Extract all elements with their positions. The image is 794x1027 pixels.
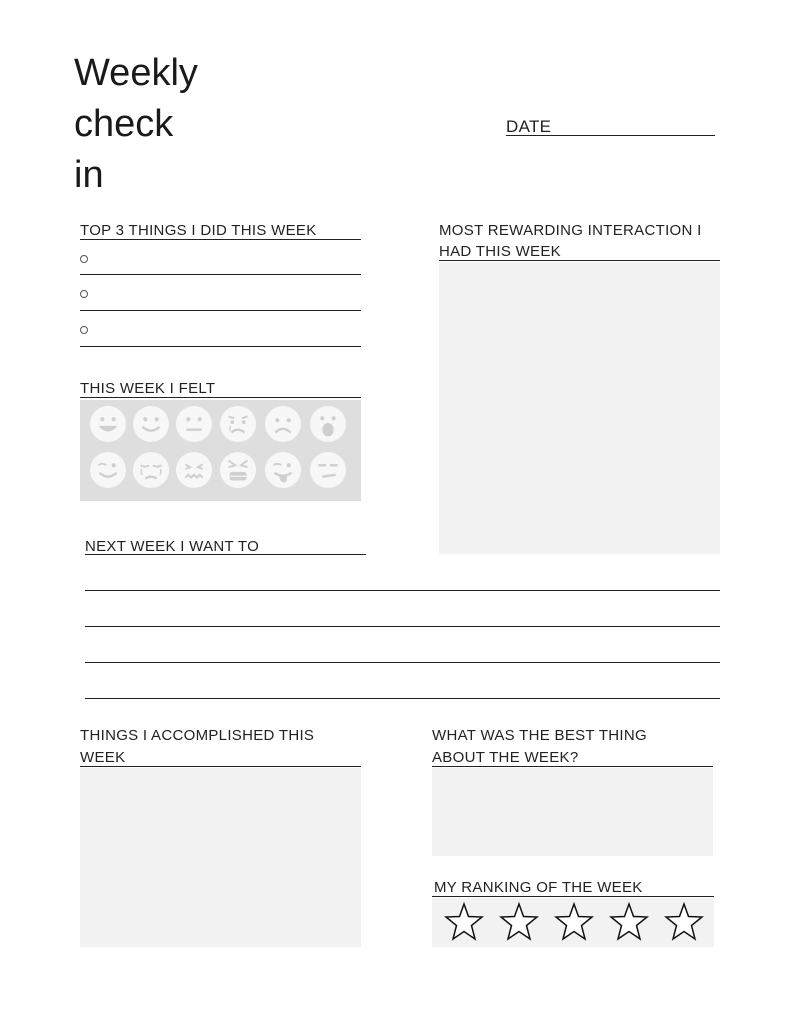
- star-3-icon[interactable]: [554, 902, 594, 942]
- accomplished-heading-rule: [80, 766, 361, 767]
- next-week-line-3[interactable]: [85, 662, 720, 663]
- title-line-3: in: [74, 154, 104, 196]
- frowning-face-icon[interactable]: [264, 405, 302, 443]
- best-thing-box[interactable]: [432, 768, 713, 856]
- best-thing-heading-line-2: ABOUT THE WEEK?: [432, 749, 579, 766]
- page-title: [74, 48, 198, 201]
- circle-bullet-icon[interactable]: [80, 326, 88, 334]
- ranking-heading-rule: [432, 896, 714, 897]
- rewarding-heading-rule: [439, 260, 720, 261]
- ranking-heading: MY RANKING OF THE WEEK: [434, 879, 643, 896]
- top3-heading-rule: [80, 239, 361, 240]
- smiling-face-icon[interactable]: [132, 405, 170, 443]
- star-1-icon[interactable]: [444, 902, 484, 942]
- top3-line-1[interactable]: [80, 274, 361, 275]
- accomplished-box[interactable]: [80, 768, 361, 947]
- date-label: DATE: [506, 117, 552, 136]
- best-thing-heading-line-1: WHAT WAS THE BEST THING: [432, 727, 647, 744]
- next-week-line-1[interactable]: [85, 590, 720, 591]
- accomplished-heading-line-2: WEEK: [80, 749, 126, 766]
- crying-face-icon[interactable]: [132, 451, 170, 489]
- grimacing-face-icon[interactable]: [219, 451, 257, 489]
- title-line-2: check: [74, 103, 174, 145]
- next-week-heading: NEXT WEEK I WANT TO: [85, 538, 260, 555]
- smirking-face-icon[interactable]: [309, 451, 347, 489]
- top3-heading: TOP 3 THINGS I DID THIS WEEK: [80, 222, 317, 239]
- felt-heading: THIS WEEK I FELT: [80, 380, 216, 397]
- grinning-face-icon[interactable]: [89, 405, 127, 443]
- top3-line-3[interactable]: [80, 346, 361, 347]
- rewarding-interaction-box[interactable]: [439, 262, 720, 554]
- star-4-icon[interactable]: [609, 902, 649, 942]
- top3-line-2[interactable]: [80, 310, 361, 311]
- next-week-line-4[interactable]: [85, 698, 720, 699]
- circle-bullet-icon[interactable]: [80, 255, 88, 263]
- worried-face-icon[interactable]: [219, 405, 257, 443]
- neutral-face-icon[interactable]: [175, 405, 213, 443]
- astonished-face-icon[interactable]: [309, 405, 347, 443]
- date-field[interactable]: [506, 135, 715, 136]
- circle-bullet-icon[interactable]: [80, 290, 88, 298]
- title-line-1: Weekly: [74, 52, 198, 94]
- best-thing-heading-rule: [432, 766, 713, 767]
- tongue-out-face-icon[interactable]: [264, 451, 302, 489]
- winking-face-icon[interactable]: [89, 451, 127, 489]
- confounded-face-icon[interactable]: [175, 451, 213, 489]
- next-week-line-2[interactable]: [85, 626, 720, 627]
- star-2-icon[interactable]: [499, 902, 539, 942]
- star-5-icon[interactable]: [664, 902, 704, 942]
- accomplished-heading-line-1: THINGS I ACCOMPLISHED THIS: [80, 727, 315, 744]
- felt-heading-rule: [80, 397, 361, 398]
- rewarding-heading-line-2: HAD THIS WEEK: [439, 243, 561, 260]
- next-week-heading-rule: [85, 554, 366, 555]
- rewarding-heading-line-1: MOST REWARDING INTERACTION I: [439, 222, 702, 239]
